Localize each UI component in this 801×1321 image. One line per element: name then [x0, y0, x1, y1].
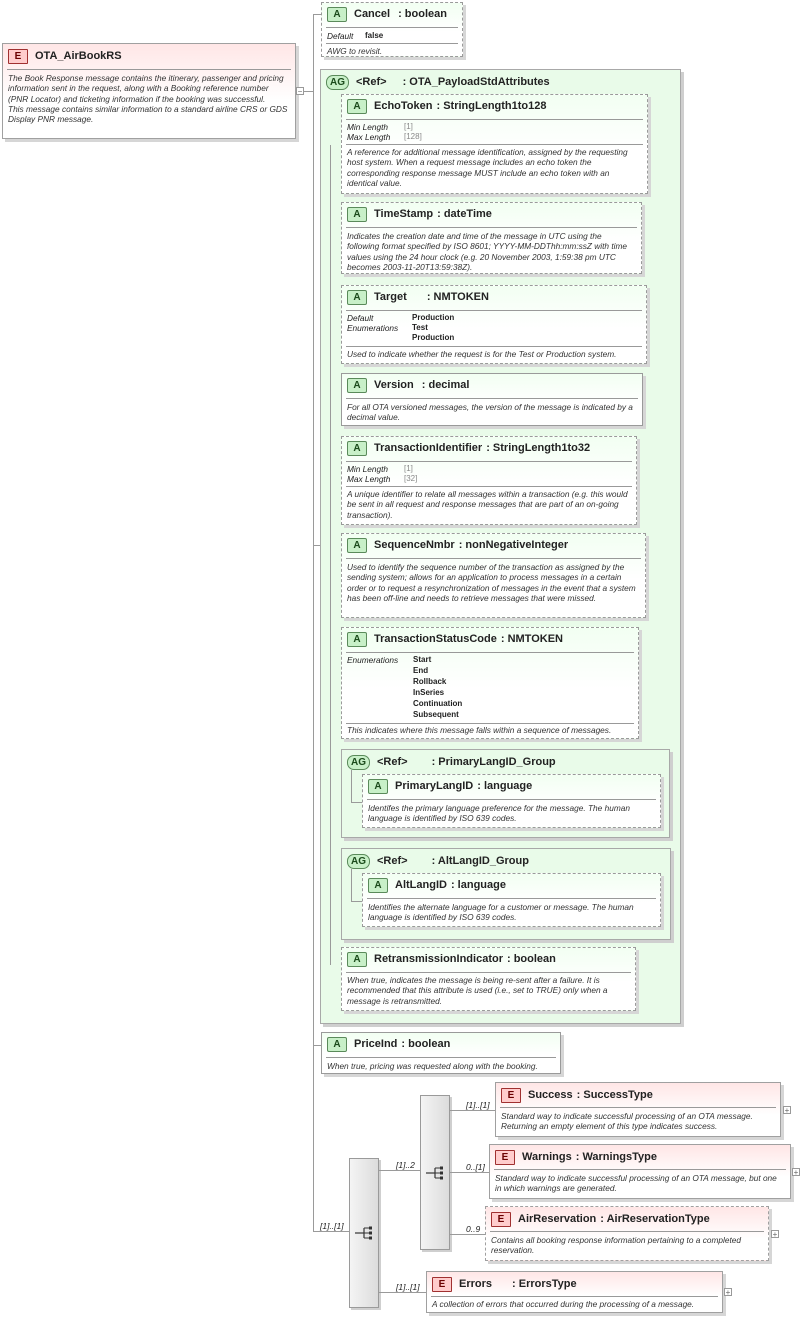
enumeration-value: Start [413, 655, 432, 664]
attribute-type: : boolean [398, 8, 447, 20]
enumeration-value: Continuation [413, 699, 463, 708]
attribute-badge: A [368, 878, 388, 893]
max-length-value: [32] [404, 474, 418, 483]
attribute-name: EchoToken [374, 100, 433, 112]
attribute-name: PrimaryLangID [395, 780, 474, 792]
element-badge: E [8, 49, 28, 64]
default-label: Default [347, 313, 374, 323]
expand-errors-icon[interactable]: + [725, 1288, 731, 1297]
enumeration-value: Rollback [413, 677, 447, 686]
attribute-name: TimeStamp [374, 208, 434, 220]
sequence-cardinality: [1]..2 [396, 1160, 415, 1170]
attribute-description: Used to identify the sequence number of the transaction as assigned by the sending system; allows for an application to process messages in a certain order or to request a resynchronization of messages in the event that a system has been off-line and needs to retrieve messages that were missed. [347, 562, 636, 603]
element-errors[interactable] [426, 1271, 723, 1313]
attribute-description: A reference for additional message identification, assigned by the requesting host system. When a request message includes an echo token the corresponding response message MUST include an echo token with an identical value. [347, 147, 628, 188]
root-element-description: The Book Response message contains the itinerary, passenger and pricing information sent in the request, along with a Booking reference number (PNR Locator) and ticketing information if the booking was successful. This message contains similar information to a standard airline CRS or GDS Display PNR message. [8, 73, 288, 125]
element-badge: E [495, 1150, 515, 1165]
group-name: : AltLangID_Group [431, 855, 529, 867]
element-name: AirReservation [518, 1213, 597, 1225]
group-name: : PrimaryLangID_Group [431, 756, 556, 768]
attribute-badge: A [347, 952, 367, 967]
attribute-name: Target [374, 291, 407, 303]
max-length-label: Max Length [347, 132, 391, 142]
attribute-type: : nonNegativeInteger [458, 539, 569, 551]
attribute-group-badge: AG [326, 75, 349, 90]
success-cardinality: [1]..[1] [466, 1100, 490, 1110]
default-value: Production [412, 313, 455, 322]
min-length-value: [1] [404, 464, 413, 473]
element-name: Warnings [522, 1151, 572, 1163]
attribute-altlangid[interactable] [362, 873, 661, 927]
enumerations-label: Enumerations [347, 655, 399, 665]
attribute-sequencenmbr[interactable] [341, 533, 646, 618]
attribute-group-badge: AG [347, 854, 370, 869]
element-warnings[interactable] [489, 1144, 791, 1199]
root-element-ota-airbookrs[interactable] [2, 43, 296, 139]
element-badge: E [432, 1277, 452, 1292]
attribute-description: Indicates the creation date and time of the message in UTC using the following format specified by ISO 8601; YYYY-MM-DDThh:mm:ssZ with time values using the 24 hour clock (e.g. 20 November 2003, 1:59:38 pm UTC becomes 2003-11-20T13:59:38Z). [347, 231, 628, 272]
attribute-timestamp[interactable] [341, 202, 642, 274]
collapse-toggle-icon[interactable]: − [297, 87, 303, 96]
element-type: : ErrorsType [512, 1278, 577, 1290]
element-description: A collection of errors that occurred during the processing of a message. [432, 1299, 695, 1309]
element-type: : WarningsType [575, 1151, 657, 1163]
attribute-type: : StringLength1to32 [486, 442, 591, 454]
element-description: Standard way to indicate successful processing of an OTA message. Returning an empty element of this type indicates success. [501, 1111, 753, 1132]
attribute-badge: A [347, 632, 367, 647]
attribute-name: AltLangID [395, 879, 447, 891]
attribute-badge: A [347, 441, 367, 456]
attribute-name: TransactionStatusCode [374, 633, 497, 645]
group-name: : OTA_PayloadStdAttributes [402, 76, 550, 88]
attribute-description: For all OTA versioned messages, the version of the message is indicated by a decimal value. [347, 402, 633, 423]
attribute-type: : NMTOKEN [500, 633, 563, 645]
attribute-type: : language [450, 879, 506, 891]
attribute-description: When true, pricing was requested along with the booking. [327, 1061, 538, 1071]
max-length-value: [128] [404, 132, 422, 141]
attribute-group-badge: AG [347, 755, 370, 770]
attribute-type: : language [477, 780, 533, 792]
attribute-priceind[interactable] [321, 1032, 561, 1074]
attribute-description: This indicates where this message falls within a sequence of messages. [347, 725, 612, 735]
min-length-label: Min Length [347, 464, 389, 474]
expand-success-icon[interactable]: + [784, 1106, 790, 1115]
attribute-name: RetransmissionIndicator [374, 953, 503, 965]
expand-warnings-icon[interactable]: + [793, 1168, 799, 1177]
enumeration-value: InSeries [413, 688, 445, 697]
attribute-type: : decimal [421, 379, 470, 391]
choice-compositor-icon [355, 1226, 373, 1240]
element-name: Success [528, 1089, 573, 1101]
attribute-transactionidentifier[interactable] [341, 436, 637, 525]
element-airreservation[interactable] [485, 1206, 769, 1261]
expand-airreservation-icon[interactable]: + [772, 1230, 778, 1239]
attribute-name: SequenceNmbr [374, 539, 455, 551]
element-badge: E [501, 1088, 521, 1103]
attribute-description: Used to indicate whether the request is for the Test or Production system. [347, 349, 617, 359]
attribute-description: When true, indicates the message is being re-sent after a failure. It is recommended that this attribute is used (i.e., set to TRUE) only when a message is retransmitted. [347, 975, 608, 1006]
element-success[interactable] [495, 1082, 781, 1137]
attribute-badge: A [347, 290, 367, 305]
attribute-target[interactable] [341, 285, 647, 364]
sequence-compositor-icon [426, 1166, 444, 1180]
enumeration-value: Production [412, 333, 455, 342]
warnings-cardinality: 0..[1] [466, 1162, 485, 1172]
element-type: : AirReservationType [600, 1213, 710, 1225]
attribute-name: TransactionIdentifier [374, 442, 483, 454]
attribute-badge: A [347, 99, 367, 114]
element-type: : SuccessType [576, 1089, 653, 1101]
element-description: Contains all booking response information pertaining to a completed reservation. [491, 1235, 741, 1256]
attribute-type: : NMTOKEN [426, 291, 489, 303]
attribute-description: A unique identifier to relate all messages within a transaction (e.g. this would be sent in all request and response messages that are part of an on-going transaction). [347, 489, 628, 520]
choice-compositor[interactable] [349, 1158, 379, 1308]
attribute-type: : boolean [506, 953, 556, 965]
attribute-badge: A [347, 207, 367, 222]
attribute-name: Version [374, 379, 414, 391]
group-ref-label: <Ref> [356, 76, 387, 88]
attribute-badge: A [327, 7, 347, 22]
airreservation-cardinality: 0..9 [466, 1224, 481, 1234]
attribute-cancel[interactable] [321, 2, 463, 57]
attribute-primarylangid[interactable] [362, 774, 661, 828]
attribute-description: AWG to revisit. [327, 46, 383, 56]
enumeration-value: Subsequent [413, 710, 459, 719]
attribute-type: : StringLength1to128 [436, 100, 547, 112]
attribute-echotoken[interactable] [341, 94, 648, 194]
max-length-label: Max Length [347, 474, 391, 484]
attribute-badge: A [347, 378, 367, 393]
default-value: false [365, 31, 384, 40]
attribute-name: PriceInd [354, 1038, 398, 1050]
attribute-badge: A [368, 779, 388, 794]
group-ref-label: <Ref> [377, 756, 408, 768]
attribute-retransmissionindicator[interactable] [341, 947, 636, 1011]
choice-cardinality: [1]..[1] [320, 1221, 344, 1231]
min-length-label: Min Length [347, 122, 389, 132]
default-label: Default [327, 31, 354, 41]
min-length-value: [1] [404, 122, 413, 131]
attribute-description: Identifies the alternate language for a customer or message. The human language is identified by ISO 639 codes. [368, 902, 634, 923]
element-badge-with-children: E [491, 1212, 511, 1227]
attribute-type: : dateTime [437, 208, 492, 220]
sequence-compositor[interactable] [420, 1095, 450, 1250]
attribute-transactionstatuscode[interactable] [341, 627, 639, 739]
enumeration-value: End [413, 666, 429, 675]
enumerations-label: Enumerations [347, 323, 399, 333]
attribute-version[interactable] [341, 373, 643, 426]
attribute-badge: A [327, 1037, 347, 1052]
root-element-name: OTA_AirBookRS [35, 50, 122, 62]
attribute-name: Cancel [354, 8, 391, 20]
group-ref-label: <Ref> [377, 855, 408, 867]
element-name: Errors [459, 1278, 493, 1290]
element-description: Standard way to indicate successful processing of an OTA message, but one in which warnings are generated. [495, 1173, 777, 1194]
attribute-description: Identifes the primary language preference for the message. The human language is identified by ISO 639 codes. [368, 803, 630, 824]
errors-cardinality: [1]..[1] [396, 1282, 420, 1292]
enumeration-value: Test [412, 323, 428, 332]
attribute-type: : boolean [401, 1038, 451, 1050]
attribute-badge: A [347, 538, 367, 553]
